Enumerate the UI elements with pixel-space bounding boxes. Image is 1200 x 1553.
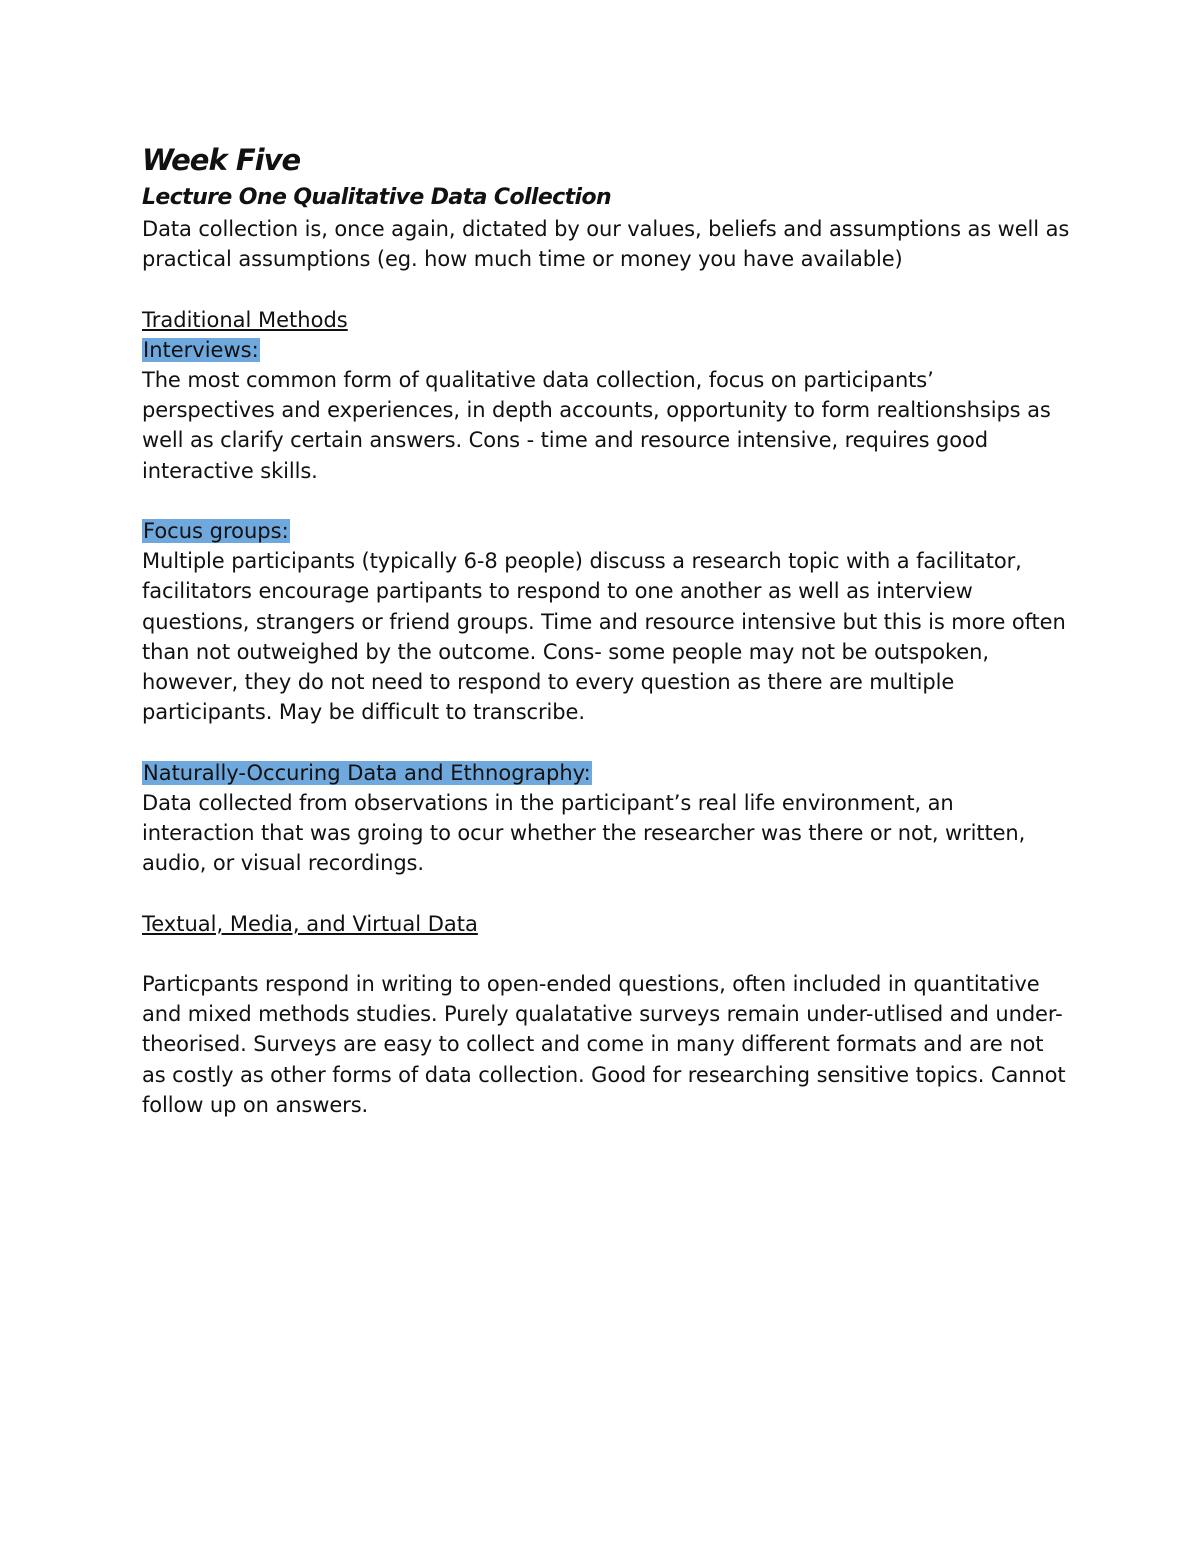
naturally-occuring-heading: Naturally-Occuring Data and Ethnography: [143, 760, 591, 785]
spacer [142, 727, 1072, 757]
textual-media-heading: Textual, Media, and Virtual Data [142, 911, 478, 936]
spacer [142, 486, 1072, 516]
spacer [142, 878, 1072, 908]
interviews-paragraph: The most common form of qualitative data collection, focus on participants’ perspectives and experiences, in depth accounts, opportunity to form realtionshsips as well as clarify certain answers. Cons - time and resource intensive, requires good interactive skills. [142, 368, 1051, 483]
naturally-occuring-heading-line [142, 758, 1072, 788]
spacer [142, 274, 1072, 304]
traditional-methods-heading: Traditional Methods [142, 307, 348, 332]
focus-groups-paragraph: Multiple participants (typically 6-8 people) discuss a research topic with a facilitator, facilitators encourage partipants to respond to one another as well as interview questions, strangers or friend groups. Time and resource intensive but this is more often than not outweighed by the outcome. Cons- some people may not be outspoken, however, they do not need to respond to every question as there are multiple participants. May be difficult to transcribe. [142, 549, 1066, 725]
document-subtitle: Lecture One Qualitative Data Collection [142, 185, 612, 210]
spacer [142, 939, 1072, 969]
focus-groups-heading: Focus groups: [143, 519, 289, 543]
interviews-heading: Interviews: [143, 337, 259, 362]
textual-media-paragraph: Particpants respond in writing to open-ended questions, often included in quantitative and mixed methods studies. Purely qualatative surveys remain under-utlised and under-theorised. Surveys are easy to collect and come in many different formats and are not as costly as other forms of data collection. Good for researching sensitive topics. Cannot follow up on answers. [142, 972, 1066, 1117]
interviews-heading-line [142, 335, 1072, 365]
document-page [142, 138, 1072, 1120]
intro-paragraph: Data collection is, once again, dictated by our values, beliefs and assumptions as well as practical assumptions (eg. how much time or money you have available) [142, 217, 1070, 272]
focus-groups-heading-line [142, 516, 1072, 546]
naturally-occuring-paragraph: Data collected from observations in the participant’s real life environment, an interaction that was groing to ocur whether the researcher was there or not, written, audio, or visual recordings. [142, 790, 1026, 876]
document-title: Week Five [142, 143, 301, 177]
